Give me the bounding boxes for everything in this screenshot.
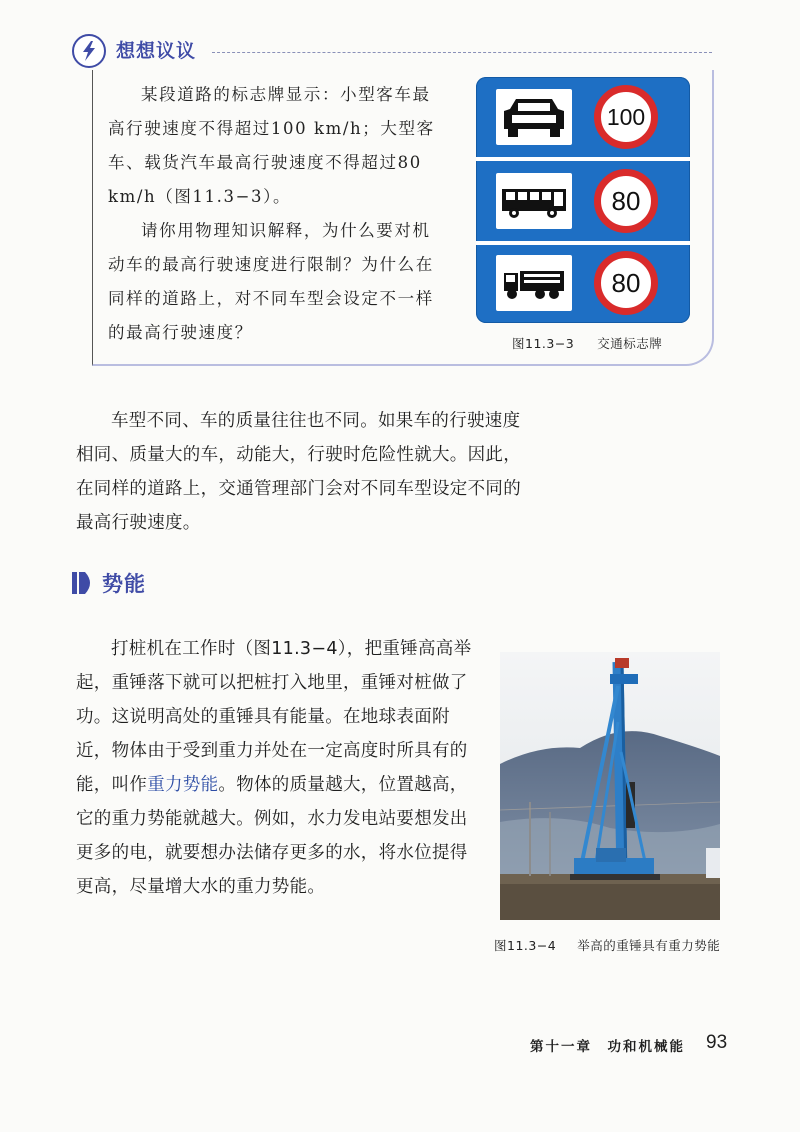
key-term-gravitational-potential-energy: 重力势能 — [147, 775, 219, 795]
think-question-2: 请你用物理知识解释，为什么要对机动车的最高行驶速度进行限制？为什么在同样的道路上，对不同车型会设定不一样的最高行驶速度？ — [108, 221, 434, 342]
section-marker-icon — [72, 572, 96, 594]
sign-row-bus — [476, 161, 690, 241]
page-number: 93 — [706, 1032, 728, 1053]
figure-number-2: 图11.3−4 — [494, 938, 557, 953]
header-divider — [212, 52, 712, 53]
speed-limit-80-bus: 80 — [594, 169, 658, 233]
sign-row-truck — [476, 243, 690, 323]
pile-driver-photo — [500, 652, 720, 920]
think-discuss-title: 想想议议 — [116, 40, 197, 62]
body-paragraph-2 — [76, 632, 478, 904]
bus-icon — [496, 173, 572, 229]
speed-limit-80-truck: 80 — [594, 251, 658, 315]
think-discuss-header — [72, 30, 712, 70]
truck-icon — [496, 255, 572, 311]
sign-row-car — [476, 77, 690, 157]
speed-limit-100: 100 — [594, 85, 658, 149]
figure-caption-1 — [512, 334, 662, 352]
traffic-sign-figure — [476, 77, 690, 323]
lightning-bulb-icon — [72, 34, 106, 68]
section-title: 势能 — [102, 572, 146, 596]
figure-title-1: 交通标志牌 — [597, 336, 663, 351]
think-discuss-text — [108, 78, 448, 350]
think-question-1: 某段道路的标志牌显示：小型客车最高行驶速度不得超过100 km/h；大型客车、载货汽车最高行驶速度不得超过80 km/h（图11.3−3）。 — [108, 85, 435, 206]
chapter-title: 第十一章 功和机械能 — [530, 1039, 685, 1055]
paragraph-text-b: 。物体的质量越大，位置越高，它的重力势能就越大。例如，水力发电站要想发出更多的电，就要想办法储存更多的水，将水位提得更高，尽量增大水的重力势能。 — [76, 775, 468, 897]
paragraph-text-a: 打桩机在工作时（图11.3−4），把重锤高高举起，重锤落下就可以把桩打入地里，重锤对桩做了功。这说明高处的重锤具有能量。在地球表面附近，物体由于受到重力并处在一定高度时所具有的能，叫作 — [76, 639, 472, 795]
figure-caption-2 — [494, 936, 720, 954]
page-footer — [530, 1032, 730, 1056]
body-paragraph-1: 车型不同、车的质量往往也不同。如果车的行驶速度相同、质量大的车，动能大，行驶时危险性就大。因此，在同样的道路上，交通管理部门会对不同车型设定不同的最高行驶速度。 — [76, 411, 521, 533]
figure-number-1: 图11.3−3 — [512, 336, 575, 351]
car-icon — [496, 89, 572, 145]
figure-title-2: 举高的重锤具有重力势能 — [577, 938, 721, 953]
